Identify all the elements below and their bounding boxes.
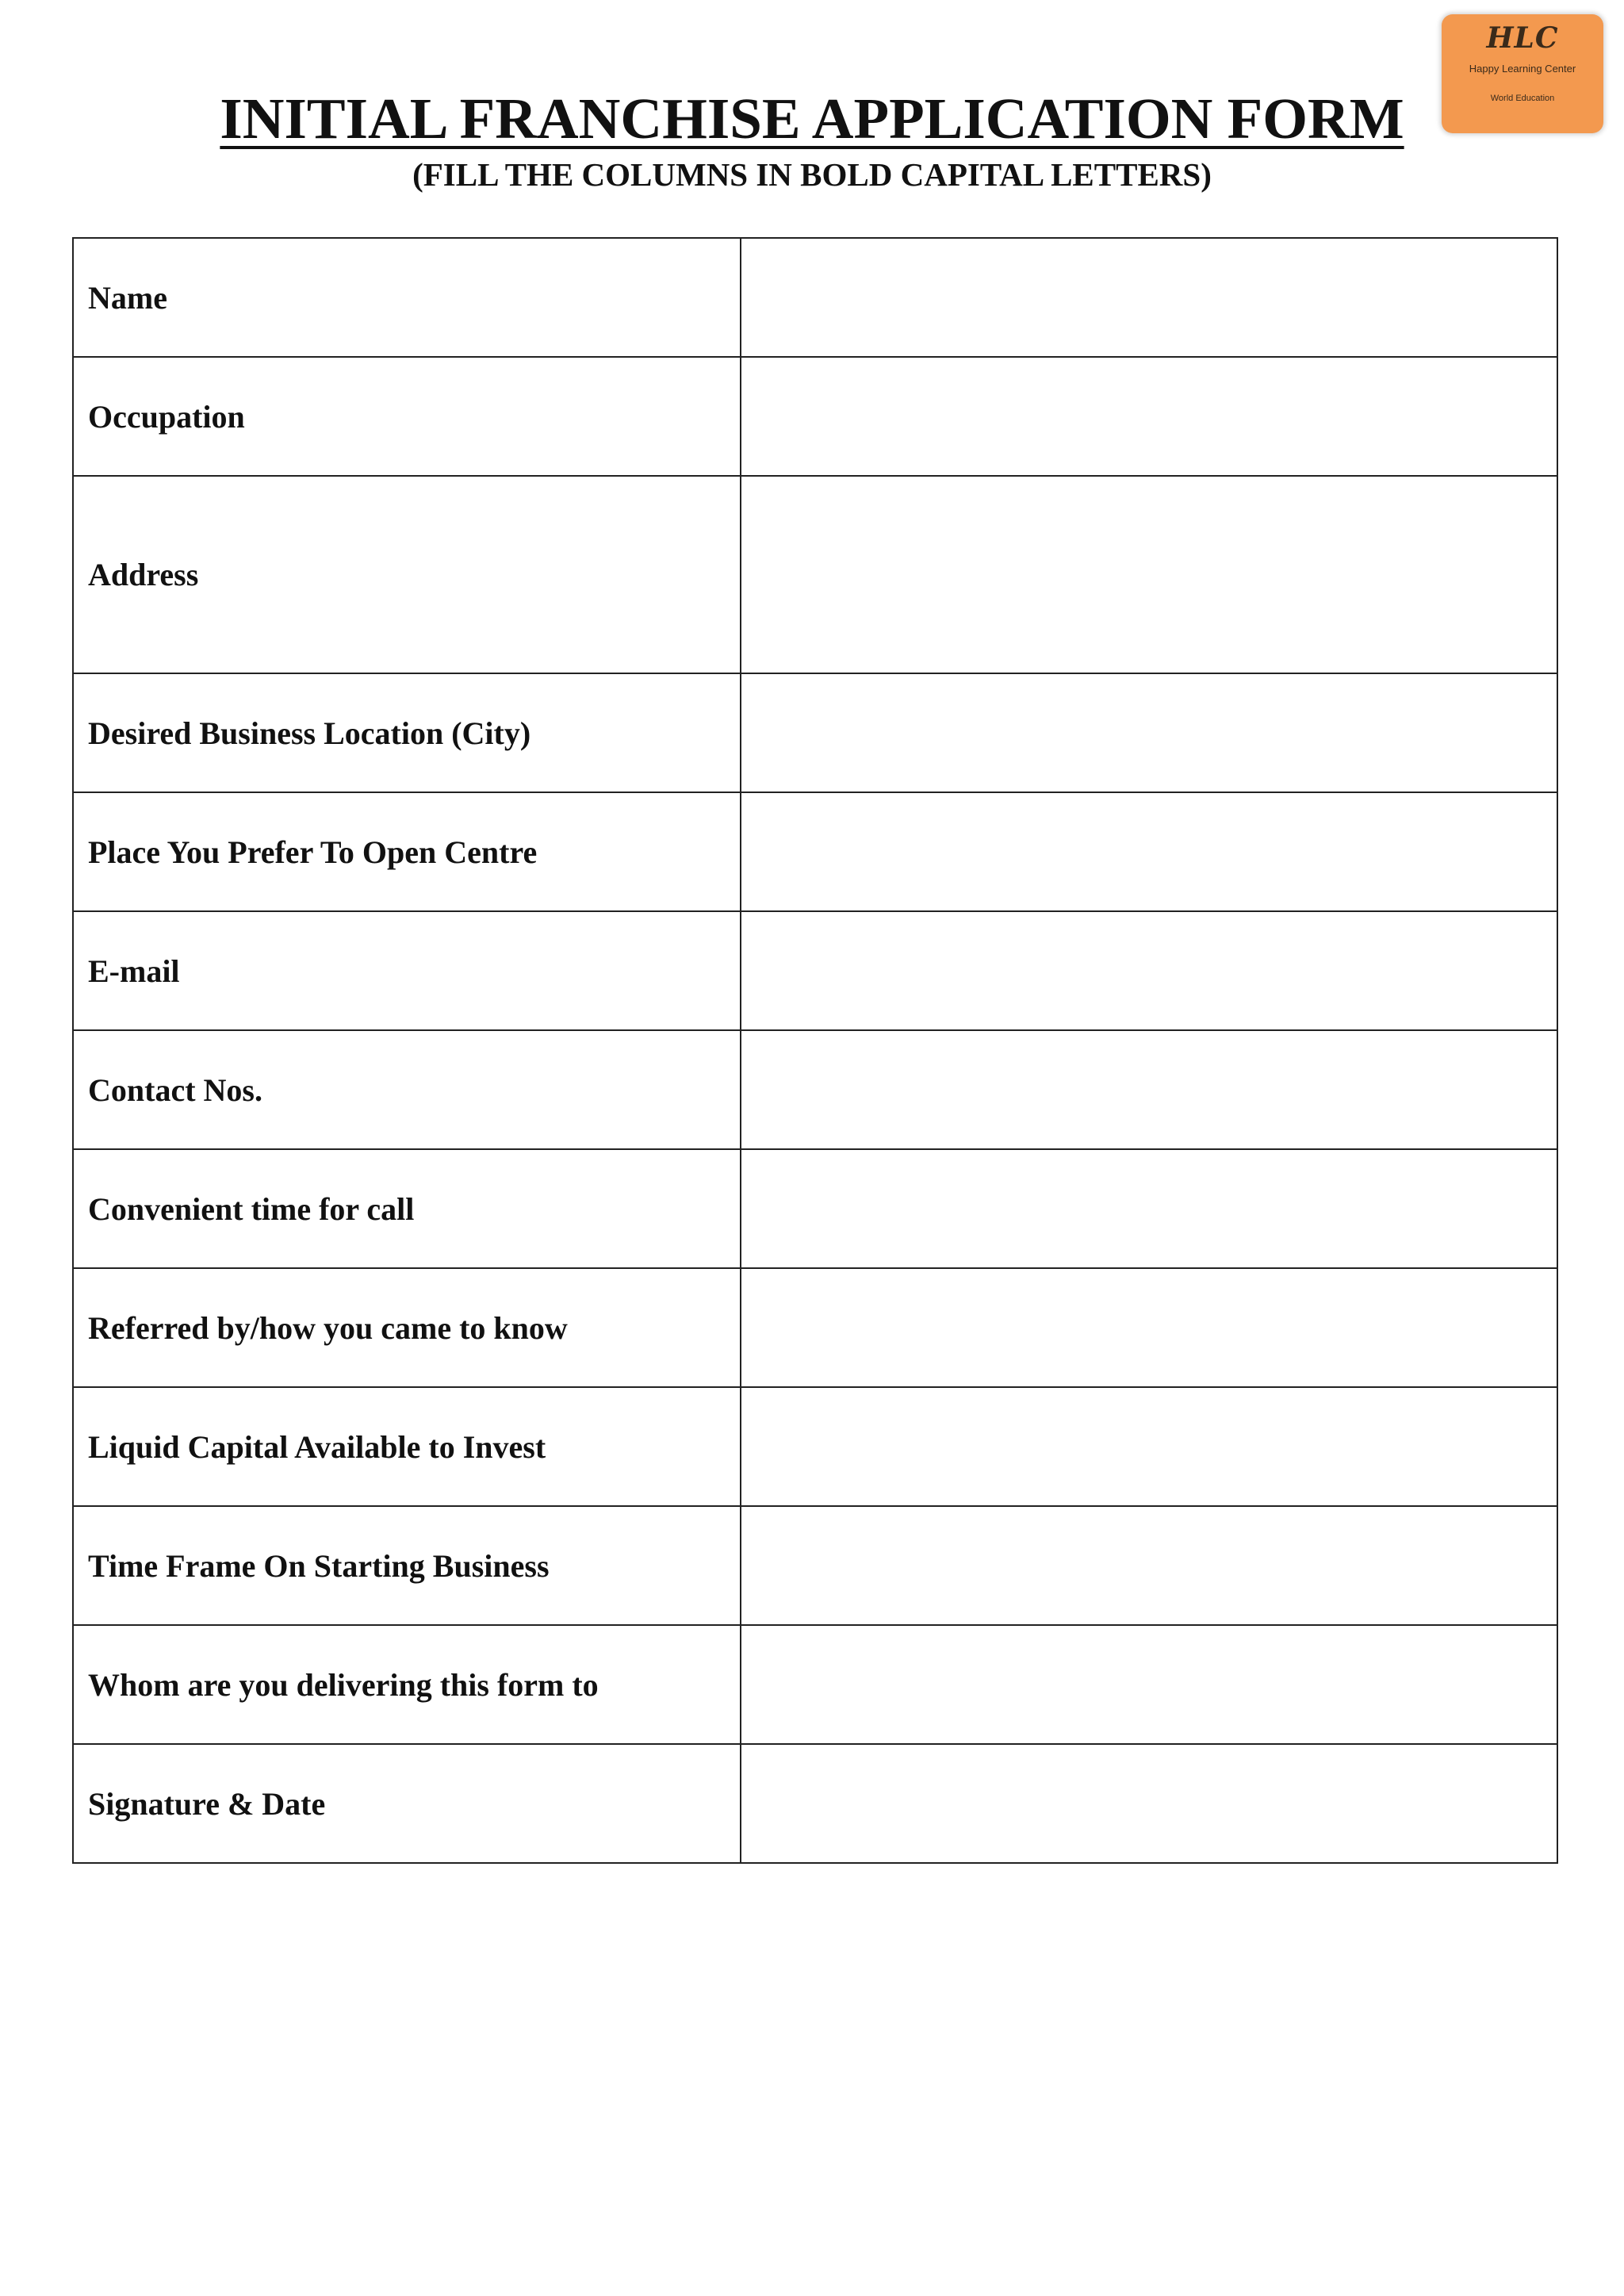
email-field[interactable] [741, 911, 1557, 1030]
form-row-preferred-place [73, 792, 1557, 911]
form-row-referral [73, 1268, 1557, 1387]
field-label: Occupation [73, 357, 741, 476]
logo-tagline: World Education [1490, 94, 1555, 103]
time-frame-field[interactable] [741, 1506, 1557, 1625]
form-row-occupation [73, 357, 1557, 476]
business-location-field[interactable] [741, 673, 1557, 792]
form-row-call-time [73, 1149, 1557, 1268]
application-form-table [72, 237, 1558, 1864]
form-subtitle: (FILL THE COLUMNS IN BOLD CAPITAL LETTERS) [412, 156, 1212, 193]
field-label: Name [73, 238, 741, 357]
form-row-time-frame [73, 1506, 1557, 1625]
field-label: Liquid Capital Available to Invest [73, 1387, 741, 1506]
liquid-capital-field[interactable] [741, 1387, 1557, 1506]
preferred-place-field[interactable] [741, 792, 1557, 911]
referral-field[interactable] [741, 1268, 1557, 1387]
field-label: Referred by/how you came to know [73, 1268, 741, 1387]
form-row-business-location [73, 673, 1557, 792]
form-row-address [73, 476, 1557, 673]
field-label: Contact Nos. [73, 1030, 741, 1149]
field-label: Signature & Date [73, 1744, 741, 1863]
field-label: Place You Prefer To Open Centre [73, 792, 741, 911]
field-label: Time Frame On Starting Business [73, 1506, 741, 1625]
field-label: Convenient time for call [73, 1149, 741, 1268]
form-row-name [73, 238, 1557, 357]
name-field[interactable] [741, 238, 1557, 357]
field-label: Whom are you delivering this form to [73, 1625, 741, 1744]
occupation-field[interactable] [741, 357, 1557, 476]
contact-numbers-field[interactable] [741, 1030, 1557, 1149]
form-title: INITIAL FRANCHISE APPLICATION FORM [220, 86, 1404, 151]
form-row-capital [73, 1387, 1557, 1506]
call-time-field[interactable] [741, 1149, 1557, 1268]
logo-title: HLC [1486, 21, 1559, 55]
form-row-signature [73, 1744, 1557, 1863]
field-label: E-mail [73, 911, 741, 1030]
form-row-recipient [73, 1625, 1557, 1744]
form-row-email [73, 911, 1557, 1030]
logo-subtitle: Happy Learning Center [1469, 63, 1576, 75]
address-field[interactable] [741, 476, 1557, 673]
field-label: Address [73, 476, 741, 673]
field-label: Desired Business Location (City) [73, 673, 741, 792]
signature-date-field[interactable] [741, 1744, 1557, 1863]
form-row-contact [73, 1030, 1557, 1149]
recipient-field[interactable] [741, 1625, 1557, 1744]
